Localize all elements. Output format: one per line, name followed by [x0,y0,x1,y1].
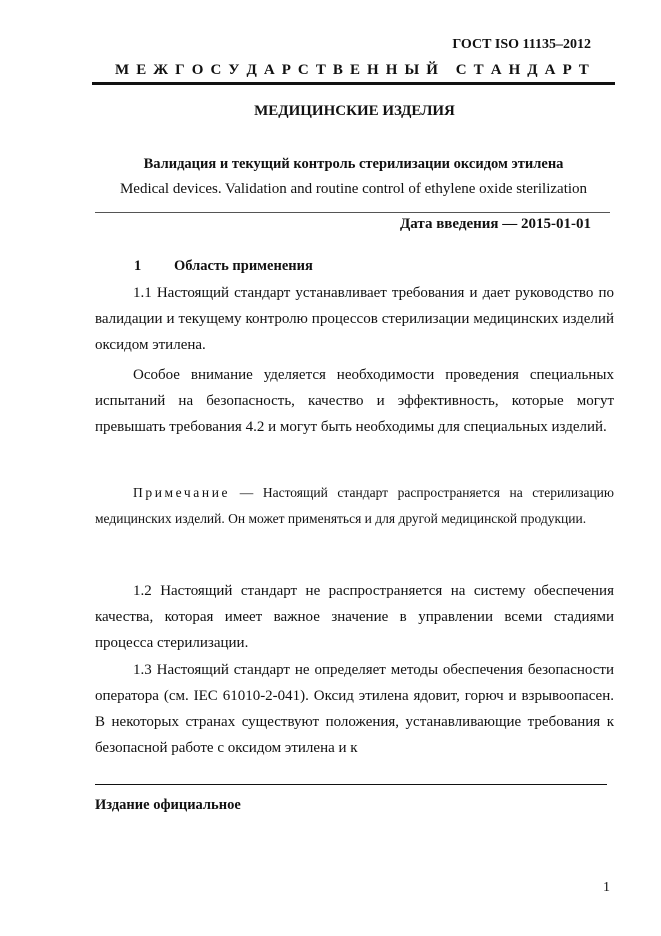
interstate-letter: Ж [153,62,169,78]
interstate-letter: А [263,62,275,78]
interstate-space [445,62,449,79]
interstate-letter: Е [349,62,360,78]
interstate-letter: С [210,62,222,78]
section-number: 1 [134,258,142,274]
interstate-letter: Н [367,62,379,78]
standard-number: ГОСТ ISO 11135–2012 [452,37,591,52]
interstate-letter: С [455,62,467,78]
interstate-letter: Р [562,62,572,78]
interstate-letter: А [544,62,556,78]
interstate-letter: Р [281,62,291,78]
note-text: — Настоящий стандарт распространяется на стерилизацию медицинских изделий. Он может применяться и для другой медицинской продукции. [95,485,614,526]
title-rule [95,212,610,213]
main-title: МЕДИЦИНСКИЕ ИЗДЕЛИЯ [254,103,455,119]
note [95,480,614,532]
subtitle-russian: Валидация и текущий контроль стерилизации оксидом этилена [143,156,564,172]
interstate-letter: Г [175,62,185,78]
header-rule [92,82,615,85]
interstate-letter: Н [508,62,521,78]
interstate-letter: Ы [404,62,420,78]
interstate-letter: М [115,62,130,78]
section-title: Область применения [174,258,313,274]
interstate-letter: Т [315,62,326,78]
interstate-letter: У [228,62,240,78]
interstate-letter: Й [426,62,438,78]
introduction-date: Дата введения — 2015-01-01 [399,216,591,232]
interstate-letter: Т [473,62,484,78]
paragraph-1-2: 1.2 Настоящий стандарт не распространяется на систему обеспечения качества, которая имеет важное значение в управлении всеми стадиями процесса стерилизации. [95,583,614,651]
paragraph-1-1: 1.1 Настоящий стандарт устанавливает требования и дает руководство по валидации и текущему контролю процессов стерилизации медицинских изделий оксидом этилена. [95,285,614,353]
interstate-letter: О [191,62,204,78]
interstate-letter: Т [578,62,589,78]
paragraph-1-1-continued: Особое внимание уделяется необходимости проведения специальных испытаний на безопасность, качество и эффективность, которые могут превышать требования 4.2 и могут быть необходимы для специальных изделий. [95,367,614,435]
interstate-letter: В [332,62,343,78]
note-label: Примечание [133,485,231,500]
interstate-letter: Н [385,62,398,78]
interstate-letter: С [297,62,309,78]
page-number: 1 [603,880,610,895]
paragraph-1-3: 1.3 Настоящий стандарт не определяет методы обеспечения безопасности оператора (см. IEC 61010-2-041). Оксид этилена ядовит, горюч и взрывоопасен. В некоторых странах существуют положения, устанавливающие требования к безопасной работе с оксидом этилена и к [95,662,614,756]
interstate-letter: Д [246,62,257,78]
interstate-letter: Д [527,62,538,78]
subtitle-english: Medical devices. Validation and routine control of ethylene oxide sterilization [119,181,588,197]
footer-rule [95,784,607,785]
interstate-letter: А [490,62,502,78]
interstate-letter: Е [136,62,147,78]
official-edition-label: Издание официальное [95,797,241,813]
interstate-standard-label [115,62,589,79]
